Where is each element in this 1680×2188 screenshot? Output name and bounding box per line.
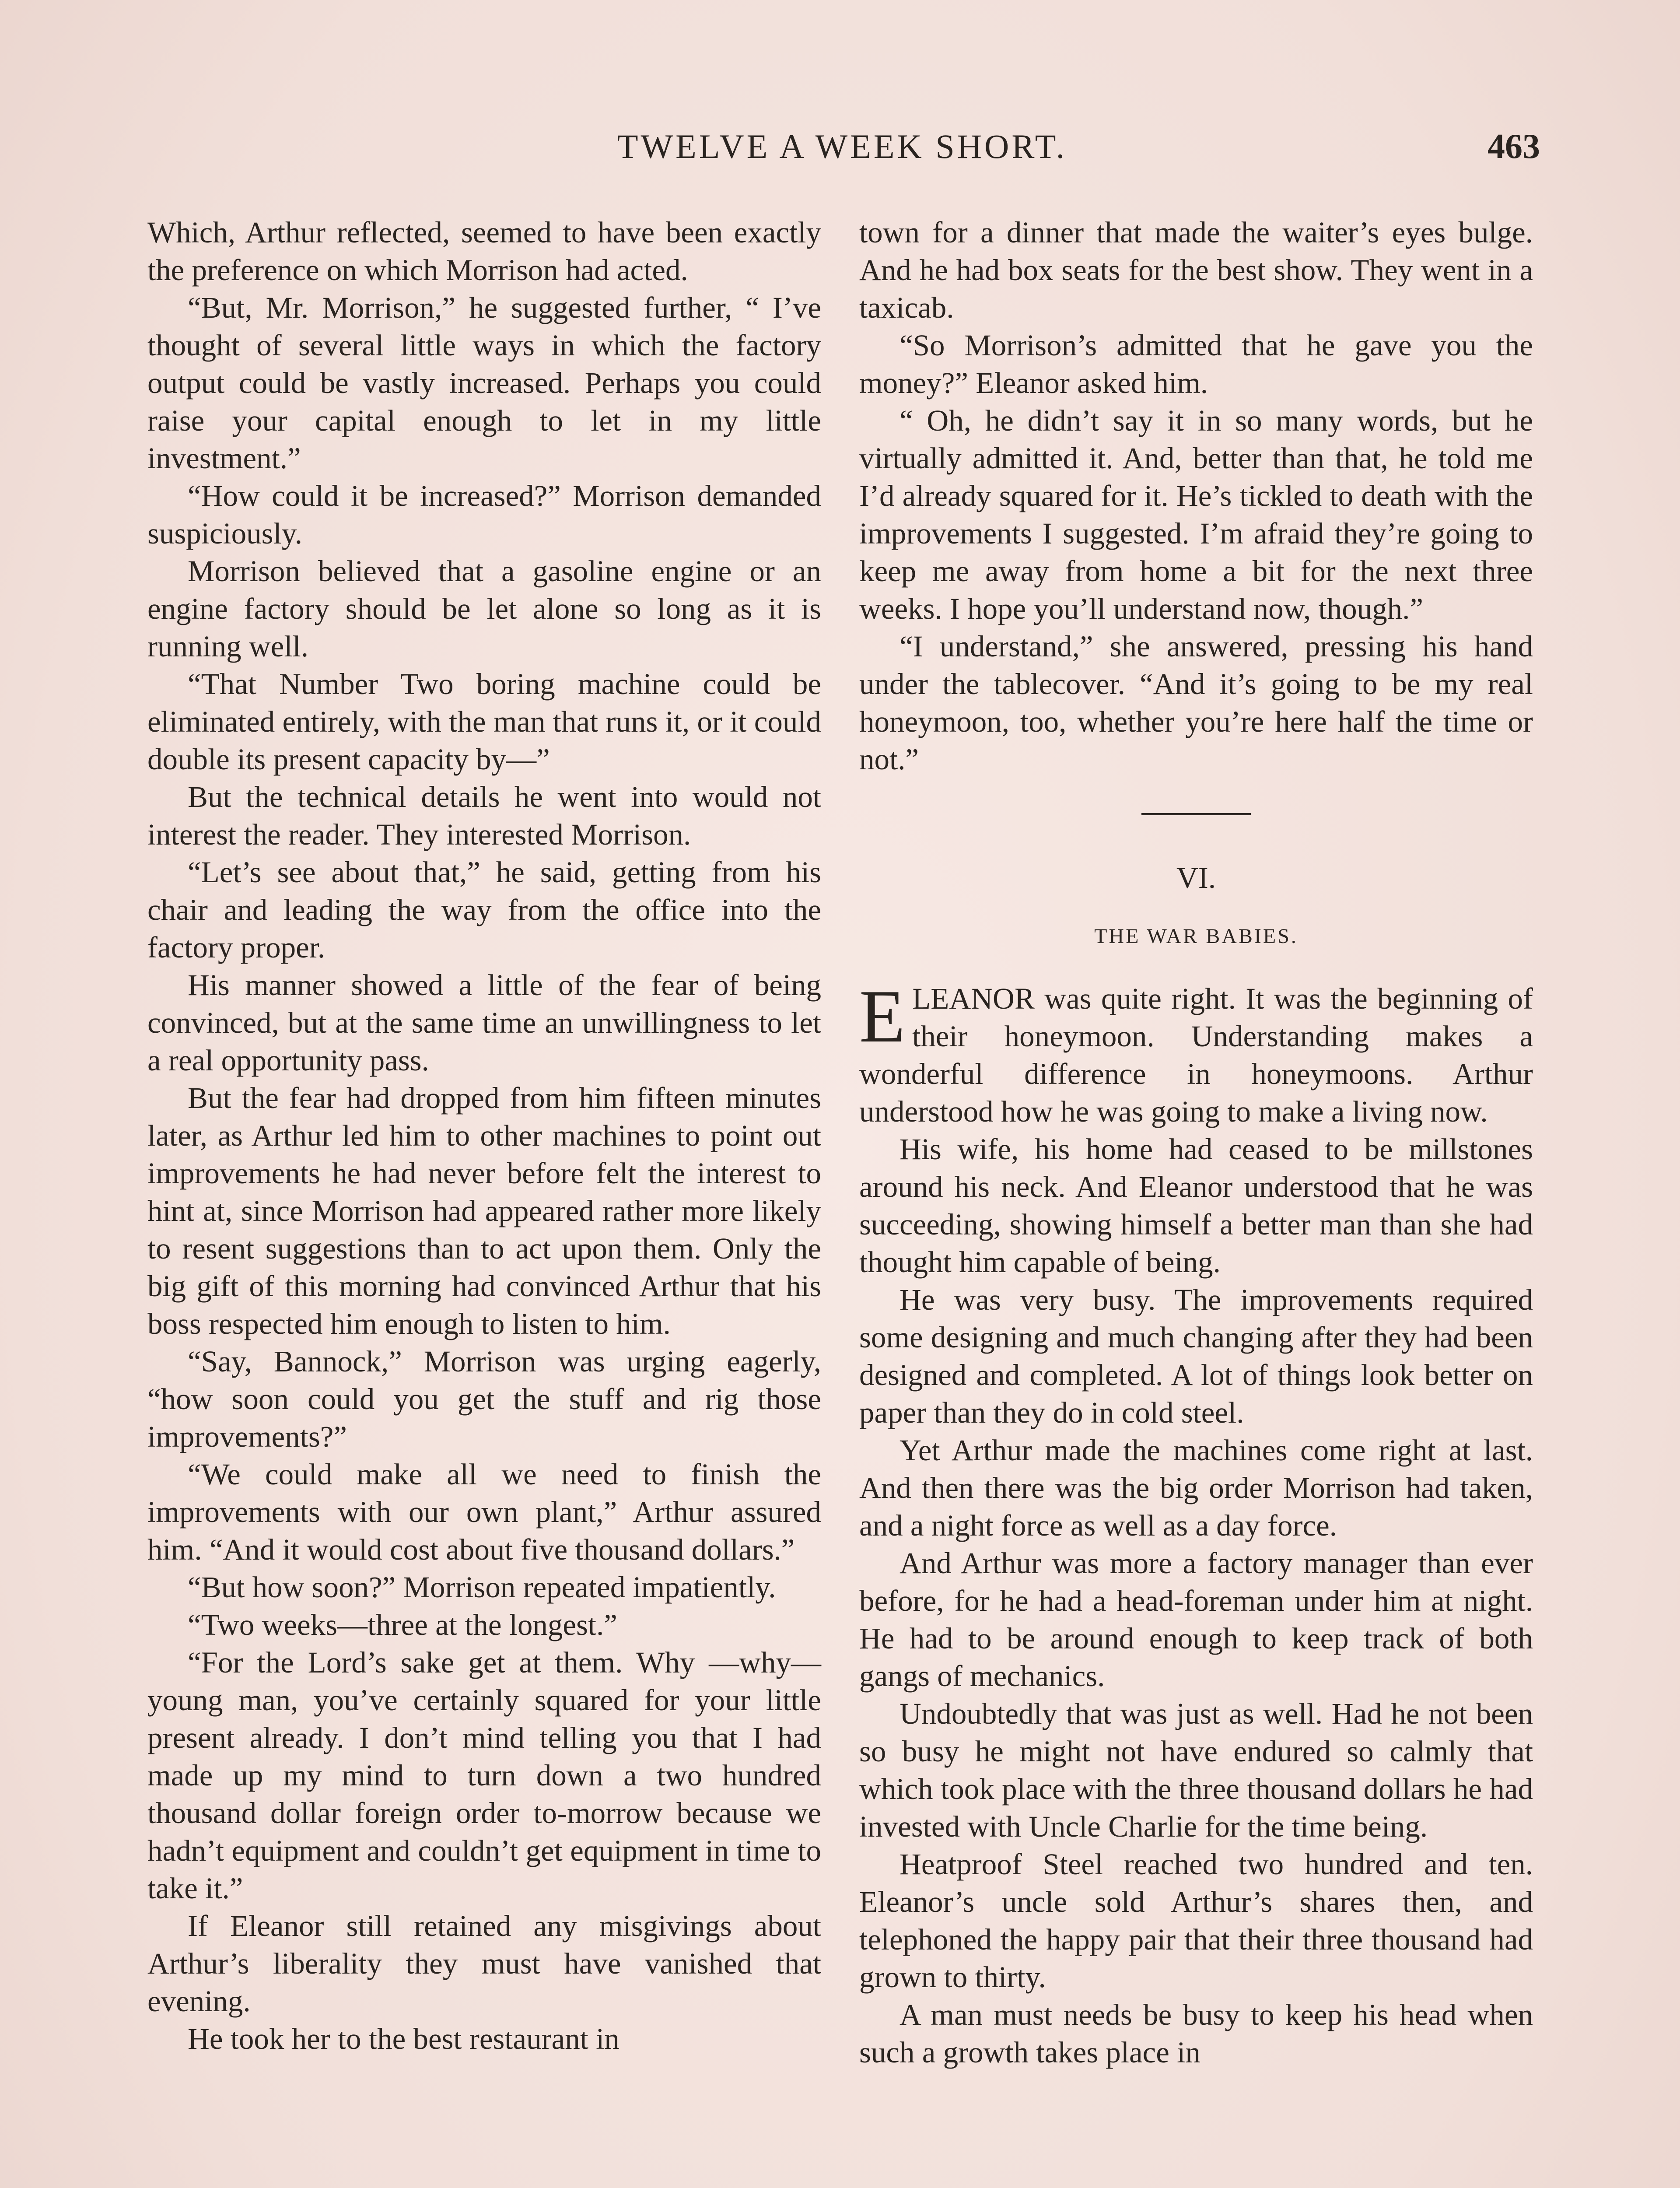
paragraph: He took her to the best restaurant in [188, 2022, 620, 2055]
section-title: THE WAR BABIES. [1094, 925, 1298, 948]
opening-paragraph-text: LEANOR was quite right. It was the beginning of their honeymoon. Understanding makes a wonderful difference in honeymoons. Arthur understood how he was going to make a living now. [859, 982, 1533, 1128]
page-number: 463 [1488, 127, 1540, 166]
paragraph: His wife, his home had ceased to be millstones around his neck. And Eleanor understood that he was succeeding, showing himself a better man than she had thought him capable of being. [859, 1133, 1533, 1279]
opening-paragraph [859, 975, 1533, 1130]
section-divider [1141, 813, 1251, 815]
paragraph: Which, Arthur reflected, seemed to have been exactly the preference on which Morrison had acted. [147, 216, 821, 287]
paragraph: Morrison believed that a gasoline engine or an engine factory should be let alone so long as it is running well. [147, 554, 821, 663]
paragraph: Yet Arthur made the machines come right at last. And then there was the big order Morrison had taken, and a night force as well as a day force. [859, 1434, 1533, 1542]
paragraph: But the technical details he went into would not interest the reader. They interested Morrison. [147, 780, 821, 851]
paragraph: “That Number Two boring machine could be eliminated entirely, with the man that runs it, or it could double its present capacity by—” [147, 667, 822, 776]
paragraph: Undoubtedly that was just as well. Had he not been so busy he might not have endured so calmly that which took place with the three thousand dollars he had invested with Uncle Charlie for the time being. [859, 1697, 1533, 1843]
paragraph: His manner showed a little of the fear of being convinced, but at the same time an unwillingness to let a real opportunity pass. [147, 968, 821, 1077]
paragraph-continuation: town for a dinner that made the waiter’s eyes bulge. And he had box seats for the best show. They went in a taxicab. [859, 216, 1533, 324]
paragraph: He was very busy. The improvements required some designing and much changing after they had been designed and completed. A lot of things look better on paper than they do in cold steel. [859, 1283, 1533, 1429]
paragraph: “For the Lord’s sake get at them. Why —why—young man, you’ve certainly squared for your little present already. I don’t mind telling you that I had made up my mind to turn down a two hundred thousand dollar foreign order to-morrow because we hadn’t equipment and couldn’t get equipment in time to take it.” [147, 1646, 821, 1905]
section-number: VI. [1176, 861, 1216, 894]
running-header [144, 127, 1540, 179]
paragraph: “Say, Bannock,” Morrison was urging eagerly, “how soon could you get the stuff and rig those improvements?” [147, 1345, 821, 1453]
paragraph: “I understand,” she answered, pressing his hand under the tablecover. “And it’s going to be my real honeymoon, too, whether you’re here half the time or not.” [859, 630, 1533, 776]
paragraph: But the fear had dropped from him fifteen minutes later, as Arthur led him to other machines to point out improvements he had never before felt the interest to hint at, since Morrison had appeared rather more likely to resent suggestions than to act upon them. Only the big gift of this morning had convinced Arthur that his boss respected him enough to listen to him. [147, 1081, 821, 1340]
paragraph: “But how soon?” Morrison repeated impatiently. [188, 1571, 776, 1604]
paragraph: “How could it be increased?” Morrison demanded suspiciously. [147, 479, 821, 550]
paragraph: If Eleanor still retained any misgivings about Arthur’s liberality they must have vanished that evening. [147, 1909, 821, 2018]
left-column [147, 214, 821, 2058]
paragraph: “Two weeks—three at the longest.” [188, 1608, 617, 1641]
paragraph: “We could make all we need to finish the improvements with our own plant,” Arthur assured him. “And it would cost about five thousand dollars.” [147, 1458, 821, 1566]
running-title: TWELVE A WEEK SHORT. [617, 127, 1068, 165]
paragraph: “Let’s see about that,” he said, getting from his chair and leading the way from the office into the factory proper. [147, 856, 821, 964]
paragraph: Heatproof Steel reached two hundred and ten. Eleanor’s uncle sold Arthur’s shares then, and telephoned the happy pair that their three thousand had grown to thirty. [859, 1848, 1533, 1994]
paragraph: “So Morrison’s admitted that he gave you the money?” Eleanor asked him. [859, 329, 1533, 400]
paragraph: “ Oh, he didn’t say it in so many words, but he virtually admitted it. And, better than that, he told me I’d already squared for it. He’s tickled to death with the improvements I suggested. I’m afraid they’re going to keep me away from home a bit for the next three weeks. I hope you’ll understand now, though.” [859, 404, 1533, 625]
drop-cap: E [859, 975, 906, 1058]
paragraph: And Arthur was more a factory manager than ever before, for he had a head-foreman under him at night. He had to be around enough to keep track of both gangs of mechanics. [859, 1546, 1533, 1693]
paragraph: “But, Mr. Morrison,” he suggested further, “ I’ve thought of several little ways in which the factory output could be vastly increased. Perhaps you could raise your capital enough to let in my little investment.” [147, 291, 821, 475]
right-column [859, 214, 1533, 2071]
paragraph: A man must needs be busy to keep his head when such a growth takes place in [859, 1998, 1533, 2069]
